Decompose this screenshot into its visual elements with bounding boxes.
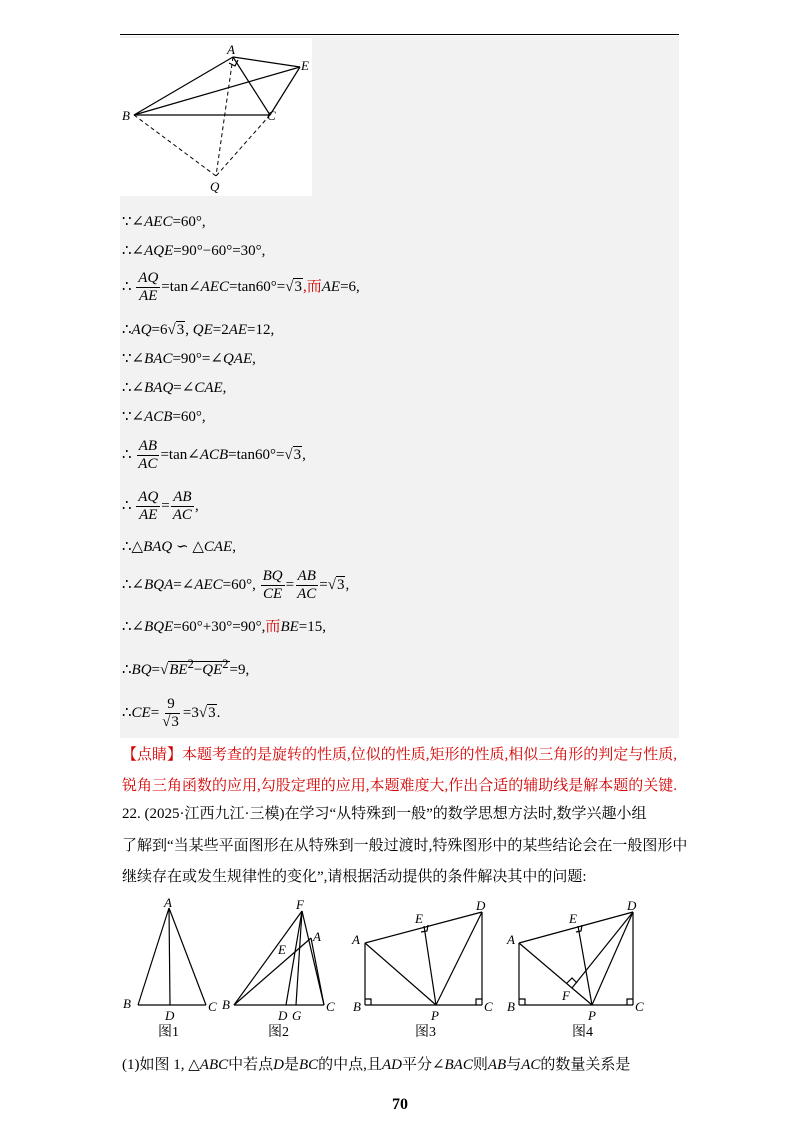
text: =∠ (173, 380, 195, 396)
question-part-1 (122, 1054, 630, 1076)
fig2-label-G: G (292, 1008, 302, 1023)
fig1-label-D: D (165, 1008, 175, 1023)
fraction (295, 568, 318, 603)
angle-name: CAE (194, 380, 223, 396)
fraction (261, 568, 285, 603)
solution-line-2 (122, 241, 265, 261)
fig1-label-A: A (164, 896, 172, 910)
exponent: 2 (222, 657, 229, 671)
fig1-label-C: C (208, 999, 217, 1014)
sqrt: $√BE^2-QE^2$ (160, 657, 229, 678)
text: (1)如图 1, △ (122, 1057, 200, 1073)
denominator: AC (138, 456, 158, 472)
angle-name: AEC (144, 214, 173, 230)
triangle-name: ABC (199, 1057, 229, 1073)
segment: AD (381, 1057, 402, 1073)
fig4-label-C: C (635, 999, 644, 1014)
text: 中若点 (228, 1057, 274, 1073)
text: ∵∠ (122, 409, 145, 425)
fraction (171, 489, 194, 524)
text: =9, (229, 662, 250, 678)
fig3-label-C: C (484, 999, 493, 1014)
text: =90°−60°=30°, (173, 243, 266, 259)
numerator: AB (297, 568, 316, 584)
figures-diagram (118, 896, 678, 1042)
solution-line-4 (122, 320, 274, 340)
solution-line-10 (122, 537, 236, 557)
triangle-name: BAQ (143, 539, 173, 555)
text: , (302, 446, 306, 463)
angle-name: ACB (199, 446, 229, 463)
numerator: AQ (138, 270, 159, 286)
solution-line-9 (122, 489, 199, 524)
angle-name: ACB (144, 409, 173, 425)
text: =60°, (172, 214, 206, 230)
top-figure-diagram (120, 38, 312, 196)
solution-line-5 (122, 349, 256, 369)
question-line-2: 了解到“当某些平面图形在从特殊到一般过渡时,特殊图形中的某些结论会在一般图形中 (122, 838, 688, 854)
radicand: 3 (208, 704, 216, 721)
sqrt: √3 (285, 278, 302, 295)
denominator: AE (139, 507, 158, 523)
numerator: BQ (262, 568, 283, 584)
solution-line-13 (122, 654, 249, 680)
text: =2 (212, 322, 229, 338)
fig4-label-D: D (627, 898, 637, 913)
numerator: AB (138, 438, 158, 454)
label-B: B (122, 108, 130, 123)
radicand (168, 657, 229, 678)
segment: BE (169, 662, 188, 678)
angle-name: BAC (444, 1057, 473, 1073)
solution-line-3 (122, 270, 360, 305)
fig2-label-F: F (296, 897, 304, 912)
text: =60°, (222, 576, 260, 593)
numerator: AB (173, 489, 192, 505)
figures-row (118, 896, 678, 1042)
angle-name: BQA (144, 576, 174, 593)
note-line-2: 锐角三角函数的应用,勾股定理的应用,本题难度大,作出合适的辅助线是解本题的关键. (122, 778, 678, 794)
label-E: E (301, 58, 309, 73)
text: 的数量关系是 (540, 1057, 631, 1073)
fig4-caption: 图4 (572, 1025, 593, 1040)
text: = (285, 576, 295, 593)
numerator: 9 (167, 696, 175, 712)
fig3-label-P: P (431, 1008, 439, 1023)
text: ∴ (122, 497, 132, 514)
denominator (160, 714, 182, 731)
top-figure (120, 38, 312, 196)
fig4-label-B: B (507, 999, 515, 1014)
text: =∠ (173, 576, 195, 593)
text: =6 (151, 322, 168, 338)
segment: AE (228, 322, 248, 338)
radicand: 3 (294, 278, 302, 295)
text: ∴ (122, 446, 132, 463)
fig2-label-A: A (313, 929, 321, 944)
question-line-1: 22. (2025·江西九江·三模)在学习“从特殊到一般”的数学思想方法时,数学兴趣小组 (122, 806, 647, 822)
text: = (161, 497, 170, 514)
fig4-label-F: F (562, 988, 570, 1003)
text: − (193, 662, 203, 678)
text: ∴ (122, 322, 132, 338)
text: ∽ △ (172, 539, 204, 555)
solution-line-7 (122, 407, 206, 427)
text: , (194, 497, 199, 514)
text: =3 (182, 704, 199, 721)
text: , (232, 539, 236, 555)
segment: QE (202, 662, 223, 678)
fig4-label-E: E (569, 911, 577, 926)
text: ∴∠ (122, 380, 145, 396)
segment: AC (521, 1057, 541, 1073)
text: ∴△ (122, 539, 144, 555)
text: =tan∠ (161, 278, 201, 295)
text: =12, (247, 322, 275, 338)
sqrt: √3 (284, 446, 302, 463)
fig2-label-B: B (222, 997, 230, 1012)
label-Q: Q (210, 179, 220, 194)
sqrt: √3 (198, 704, 216, 721)
angle-name: AEC (200, 278, 229, 295)
text: 而 (265, 619, 281, 635)
solution-line-11 (122, 568, 349, 603)
fraction (160, 696, 182, 731)
text: =tan∠ (160, 446, 200, 463)
sqrt: √3 (167, 322, 185, 338)
fig2-label-D: D (278, 1008, 288, 1023)
text: ∴∠ (122, 243, 145, 259)
segment: AE (321, 278, 341, 295)
segment: CE (131, 704, 151, 721)
text: ∴∠ (122, 619, 145, 635)
text: =60°+30°=90°, (173, 619, 266, 635)
fig2-caption: 图2 (268, 1025, 289, 1040)
segment: AQ (131, 322, 152, 338)
text: 则 (472, 1057, 488, 1073)
text: ∴ (122, 278, 132, 295)
angle-name: BQE (144, 619, 174, 635)
solution-line-8 (122, 438, 306, 473)
fig2-label-C: C (326, 999, 335, 1014)
text: , (222, 380, 227, 396)
triangle-name: CAE (203, 539, 233, 555)
text: , (252, 351, 256, 367)
angle-name: BAQ (144, 380, 174, 396)
text: ∵∠ (122, 351, 145, 367)
fig4-label-A: A (507, 932, 515, 947)
label-A: A (227, 42, 235, 57)
text: ∴∠ (122, 576, 145, 593)
fig3-label-E: E (415, 911, 423, 926)
text: 平分∠ (401, 1057, 445, 1073)
radicand: 3 (171, 714, 179, 730)
radicand: 3 (336, 576, 345, 593)
denominator: AC (172, 507, 192, 523)
text: =15, (298, 619, 326, 635)
solution-line-6 (122, 378, 226, 398)
text: = (151, 662, 161, 678)
radicand: 3 (293, 446, 302, 463)
segment: BE (280, 619, 299, 635)
segment: BC (299, 1057, 319, 1073)
point-name: D (273, 1057, 284, 1073)
fig1-label-B: B (123, 996, 131, 1011)
text: ∵∠ (122, 214, 145, 230)
sqrt: √3 (162, 714, 179, 730)
text: 与 (506, 1057, 522, 1073)
text: = (150, 704, 160, 721)
segment: BQ (131, 662, 152, 678)
angle-name: AEC (194, 576, 223, 593)
header-rule (120, 34, 679, 35)
label-C: C (267, 108, 276, 123)
question-line-3: 继续存在或发生规律性的变化”,请根据活动提供的条件解决其中的问题: (122, 869, 587, 885)
fig4-label-P: P (588, 1008, 596, 1023)
text: , (185, 322, 193, 338)
page-number: 70 (392, 1096, 408, 1113)
fig3-label-A: A (352, 932, 360, 947)
fraction (136, 489, 160, 524)
note-line-1: 【点睛】本题考查的是旋转的性质,位似的性质,矩形的性质,相似三角形的判定与性质, (122, 747, 678, 763)
exponent: 2 (187, 657, 194, 671)
text: , (345, 576, 350, 593)
text: 是 (283, 1057, 299, 1073)
fraction (136, 438, 159, 473)
text: = (319, 576, 328, 593)
radicand: 3 (176, 322, 185, 338)
solution-line-12 (122, 617, 326, 637)
text: ∴ (122, 662, 132, 678)
text: =90°=∠ (172, 351, 223, 367)
text: . (216, 704, 221, 721)
denominator: AE (139, 288, 158, 304)
fig3-label-D: D (476, 898, 486, 913)
fig2-label-E: E (278, 942, 286, 957)
text: =60°, (172, 409, 206, 425)
angle-name: AQE (144, 243, 174, 259)
solution-line-1 (122, 212, 206, 232)
angle-name: BAC (144, 351, 173, 367)
segment: QE (192, 322, 213, 338)
text: =6, (340, 278, 360, 295)
text: ,而 (302, 278, 322, 295)
angle-name: QAE (222, 351, 253, 367)
text: 的中点,且 (318, 1057, 382, 1073)
solution-line-14 (122, 696, 220, 731)
fig1-caption: 图1 (158, 1025, 179, 1040)
denominator: AC (297, 586, 317, 602)
fraction (136, 270, 160, 305)
text: ∴ (122, 704, 132, 721)
text: =tan60°= (228, 446, 285, 463)
fig3-label-B: B (353, 999, 361, 1014)
segment: AB (487, 1057, 507, 1073)
text: =tan60°= (229, 278, 286, 295)
denominator: CE (263, 586, 283, 602)
sqrt: √3 (327, 576, 345, 593)
numerator: AQ (138, 489, 159, 505)
fig3-caption: 图3 (415, 1025, 436, 1040)
